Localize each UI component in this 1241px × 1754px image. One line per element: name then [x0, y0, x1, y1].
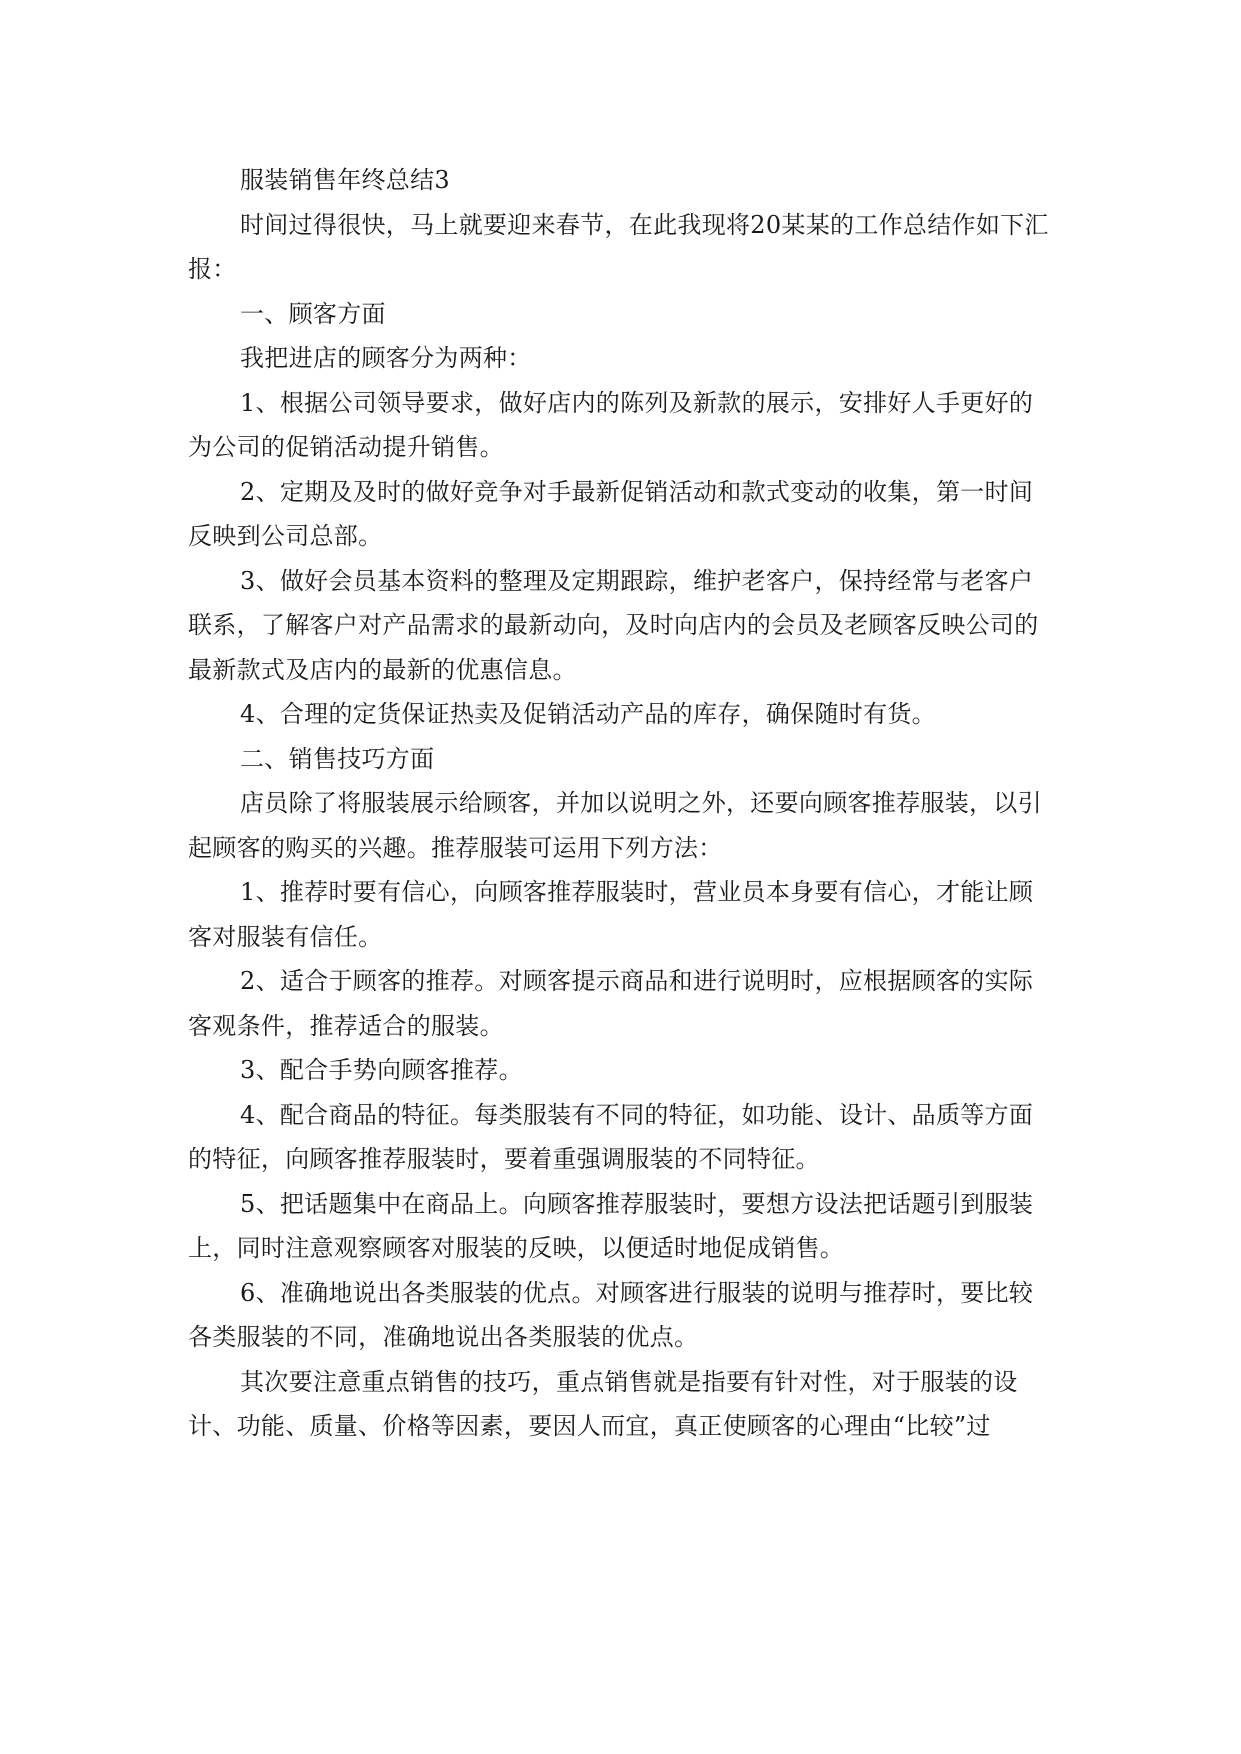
list-item: 6、准确地说出各类服装的优点。对顾客进行服装的说明与推荐时，要比较各类服装的不同，准确地说出各类服装的优点。	[188, 1278, 1034, 1351]
paragraph: 店员除了将服装展示给顾客，并加以说明之外，还要向顾客推荐服装，以引起顾客的购买的兴趣。推荐服装可运用下列方法：	[188, 789, 1042, 862]
list-item: 3、做好会员基本资料的整理及定期跟踪，维护老客户，保持经常与老客户联系，了解客户对产品需求的最新动向，及时向店内的会员及老顾客反映公司的最新款式及店内的最新的优惠信息。	[188, 566, 1039, 684]
list-item: 2、定期及及时的做好竞争对手最新促销活动和款式变动的收集，第一时间反映到公司总部。	[188, 477, 1034, 550]
paragraph: 其次要注意重点销售的技巧，重点销售就是指要有针对性，对于服装的设计、功能、质量、价格等因素，要因人而宜，真正使顾客的心理由“比较”过	[188, 1367, 1018, 1440]
paragraph-intro: 时间过得很快，马上就要迎来春节，在此我现将20某某的工作总结作如下汇报：	[188, 210, 1049, 283]
list-item: 5、把话题集中在商品上。向顾客推荐服装时，要想方设法把话题引到服装上，同时注意观察顾客对服装的反映，以便适时地促成销售。	[188, 1189, 1034, 1262]
paragraph: 我把进店的顾客分为两种：	[240, 344, 532, 372]
list-item: 4、合理的定货保证热卖及促销活动产品的库存，确保随时有货。	[240, 700, 936, 728]
list-item: 1、推荐时要有信心，向顾客推荐服装时，营业员本身要有信心，才能让顾客对服装有信任。	[188, 878, 1034, 951]
list-item: 1、根据公司领导要求，做好店内的陈列及新款的展示，安排好人手更好的为公司的促销活动提升销售。	[188, 388, 1034, 461]
section-heading-sales-skills: 二、销售技巧方面	[240, 744, 435, 773]
list-item: 4、配合商品的特征。每类服装有不同的特征，如功能、设计、品质等方面的特征，向顾客推荐服装时，要着重强调服装的不同特征。	[188, 1100, 1034, 1173]
list-item: 2、适合于顾客的推荐。对顾客提示商品和进行说明时，应根据顾客的实际客观条件，推荐适合的服装。	[188, 967, 1034, 1040]
document-title: 服装销售年终总结3	[240, 166, 450, 194]
section-heading-customers: 一、顾客方面	[240, 299, 386, 328]
document-body	[188, 158, 1054, 1449]
list-item: 3、配合手势向顾客推荐。	[240, 1056, 523, 1084]
